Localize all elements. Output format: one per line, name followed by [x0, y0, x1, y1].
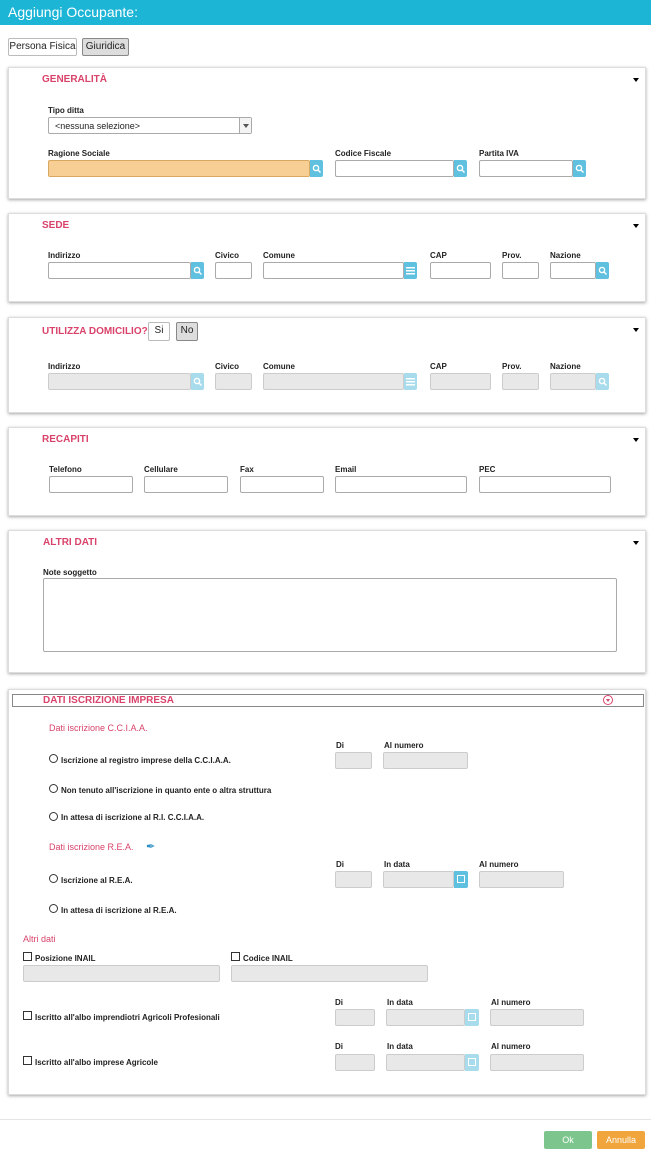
pec-input[interactable] [479, 476, 611, 493]
collapse-icon[interactable] [633, 328, 639, 332]
albo2-di-input[interactable] [335, 1054, 375, 1071]
al-numero-label: Al numero [384, 741, 424, 750]
cciaa-numero-input[interactable] [383, 752, 468, 769]
checkbox-label: Posizione INAIL [35, 954, 96, 963]
radio-iscrizione-cciaa[interactable] [49, 754, 58, 763]
comune-label: Comune [263, 362, 295, 371]
indirizzo-input[interactable] [48, 262, 191, 279]
altri-dati-title: Altri dati [23, 934, 56, 944]
comune-label: Comune [263, 251, 295, 260]
rea-data-input[interactable] [383, 871, 454, 888]
albo1-numero-input[interactable] [490, 1009, 584, 1026]
collapse-circle-icon[interactable] [603, 695, 613, 705]
cellulare-label: Cellulare [144, 465, 178, 474]
albo1-data-input[interactable] [386, 1009, 465, 1026]
al-numero-label: Al numero [479, 860, 519, 869]
comune-input[interactable] [263, 262, 404, 279]
in-data-label: In data [384, 860, 410, 869]
albo2-data-input[interactable] [386, 1054, 465, 1071]
in-data-label: In data [387, 1042, 413, 1051]
in-data-label: In data [387, 998, 413, 1007]
search-icon[interactable] [191, 262, 204, 279]
domicilio-comune-input[interactable] [263, 373, 404, 390]
albo1-di-input[interactable] [335, 1009, 375, 1026]
ok-button[interactable]: Ok [544, 1131, 592, 1149]
domicilio-indirizzo-input[interactable] [48, 373, 191, 390]
radio-iscrizione-rea[interactable] [49, 874, 58, 883]
footer-divider [0, 1119, 651, 1120]
cap-label: CAP [430, 251, 447, 260]
domicilio-prov-input[interactable] [502, 373, 539, 390]
list-icon[interactable] [404, 373, 417, 390]
al-numero-label: Al numero [491, 1042, 531, 1051]
email-input[interactable] [335, 476, 467, 493]
search-icon[interactable] [191, 373, 204, 390]
panel-recapiti [8, 427, 646, 516]
domicilio-civico-input[interactable] [215, 373, 252, 390]
search-icon[interactable] [454, 160, 467, 177]
pec-label: PEC [479, 465, 496, 474]
civico-input[interactable] [215, 262, 252, 279]
radio-label: In attesa di iscrizione al R.E.A. [61, 906, 177, 915]
al-numero-label: Al numero [491, 998, 531, 1007]
radio-attesa-cciaa[interactable] [49, 812, 58, 821]
panel-title: ALTRI DATI [43, 537, 98, 548]
eraser-icon[interactable]: ✒ [146, 841, 156, 853]
partita-iva-label: Partita IVA [479, 149, 519, 158]
di-label: Di [336, 860, 344, 869]
di-label: Di [336, 741, 344, 750]
telefono-label: Telefono [49, 465, 82, 474]
panel-title: SEDE [42, 220, 70, 231]
radio-label: Iscrizione al registro imprese della C.C.I.A.A. [61, 756, 231, 765]
indirizzo-label: Indirizzo [48, 362, 81, 371]
di-label: Di [335, 998, 343, 1007]
nazione-label: Nazione [550, 251, 581, 260]
indirizzo-label: Indirizzo [48, 251, 81, 260]
codice-inail-input[interactable] [231, 965, 428, 982]
telefono-input[interactable] [49, 476, 133, 493]
radio-non-tenuto[interactable] [49, 784, 58, 793]
civico-label: Civico [215, 251, 240, 260]
tipo-ditta-label: Tipo ditta [48, 106, 84, 115]
search-icon[interactable] [573, 160, 586, 177]
panel-generalita [8, 67, 646, 199]
tipo-ditta-select[interactable] [48, 117, 252, 134]
domicilio-no-button[interactable]: No [176, 322, 198, 341]
civico-label: Civico [215, 362, 240, 371]
calendar-icon[interactable] [465, 1054, 479, 1071]
panel-sede [8, 213, 646, 302]
cap-label: CAP [430, 362, 447, 371]
note-textarea[interactable] [43, 578, 617, 652]
tipo-ditta-value: <nessuna selezione> [55, 121, 141, 131]
collapse-icon[interactable] [633, 438, 639, 442]
codice-fiscale-input[interactable] [335, 160, 454, 177]
posizione-inail-input[interactable] [23, 965, 220, 982]
fax-input[interactable] [240, 476, 324, 493]
nazione-input[interactable] [550, 262, 596, 279]
cciaa-title: Dati iscrizione C.C.I.A.A. [49, 723, 148, 733]
albo2-numero-input[interactable] [490, 1054, 584, 1071]
checkbox-codice-inail[interactable] [231, 952, 240, 961]
checkbox-albo-iap[interactable] [23, 1011, 32, 1020]
panel-title: GENERALITÀ [42, 74, 107, 85]
prov-label: Prov. [502, 251, 522, 260]
cap-input[interactable] [430, 262, 491, 279]
annulla-button[interactable]: Annulla [597, 1131, 645, 1149]
nazione-label: Nazione [550, 362, 581, 371]
panel-title: RECAPITI [42, 434, 89, 445]
panel-title: DATI ISCRIZIONE IMPRESA [43, 695, 174, 706]
radio-label: Iscrizione al R.E.A. [61, 876, 133, 885]
di-label: Di [335, 1042, 343, 1051]
tab-giuridica[interactable]: Giuridica [82, 38, 129, 56]
chevron-down-icon [239, 118, 251, 133]
radio-label: In attesa di iscrizione al R.I. C.C.I.A.A. [61, 813, 205, 822]
window-title: Aggiungi Occupante: [0, 0, 651, 25]
fax-label: Fax [240, 465, 254, 474]
collapse-icon[interactable] [633, 541, 639, 545]
checkbox-label: Iscritto all'albo imprendiotri Agricoli Profesionali [35, 1013, 220, 1022]
radio-attesa-rea[interactable] [49, 904, 58, 913]
panel-title: UTILIZZA DOMICILIO? [42, 326, 148, 337]
panel-iscrizione [8, 689, 646, 1095]
email-label: Email [335, 465, 357, 474]
checkbox-label: Codice INAIL [243, 954, 293, 963]
radio-label: Non tenuto all'iscrizione in quanto ente o altra struttura [61, 786, 272, 795]
partita-iva-input[interactable] [479, 160, 573, 177]
checkbox-label: Iscritto all'albo imprese Agricole [35, 1058, 158, 1067]
search-icon[interactable] [596, 373, 609, 390]
calendar-icon[interactable] [465, 1009, 479, 1026]
checkbox-posizione-inail[interactable] [23, 952, 32, 961]
rea-numero-input[interactable] [479, 871, 564, 888]
domicilio-nazione-input[interactable] [550, 373, 596, 390]
checkbox-albo-imprese-agricole[interactable] [23, 1056, 32, 1065]
domicilio-cap-input[interactable] [430, 373, 491, 390]
prov-label: Prov. [502, 362, 522, 371]
codice-fiscale-label: Codice Fiscale [335, 149, 392, 158]
cellulare-input[interactable] [144, 476, 228, 493]
search-icon[interactable] [596, 262, 609, 279]
tab-persona-fisica[interactable]: Persona Fisica [8, 38, 77, 56]
cciaa-di-input[interactable] [335, 752, 372, 769]
collapse-icon[interactable] [633, 78, 639, 82]
prov-input[interactable] [502, 262, 539, 279]
ragione-sociale-label: Ragione Sociale [48, 149, 110, 158]
domicilio-si-button[interactable]: Si [148, 322, 170, 341]
rea-title: Dati iscrizione R.E.A. [49, 842, 134, 852]
calendar-icon[interactable] [454, 871, 468, 888]
rea-di-input[interactable] [335, 871, 372, 888]
collapse-icon[interactable] [633, 224, 639, 228]
list-icon[interactable] [404, 262, 417, 279]
panel-domicilio [8, 317, 646, 413]
search-icon[interactable] [310, 160, 323, 177]
ragione-sociale-input[interactable] [48, 160, 310, 177]
panel-altri-dati [8, 530, 646, 673]
note-label: Note soggetto [43, 568, 97, 577]
